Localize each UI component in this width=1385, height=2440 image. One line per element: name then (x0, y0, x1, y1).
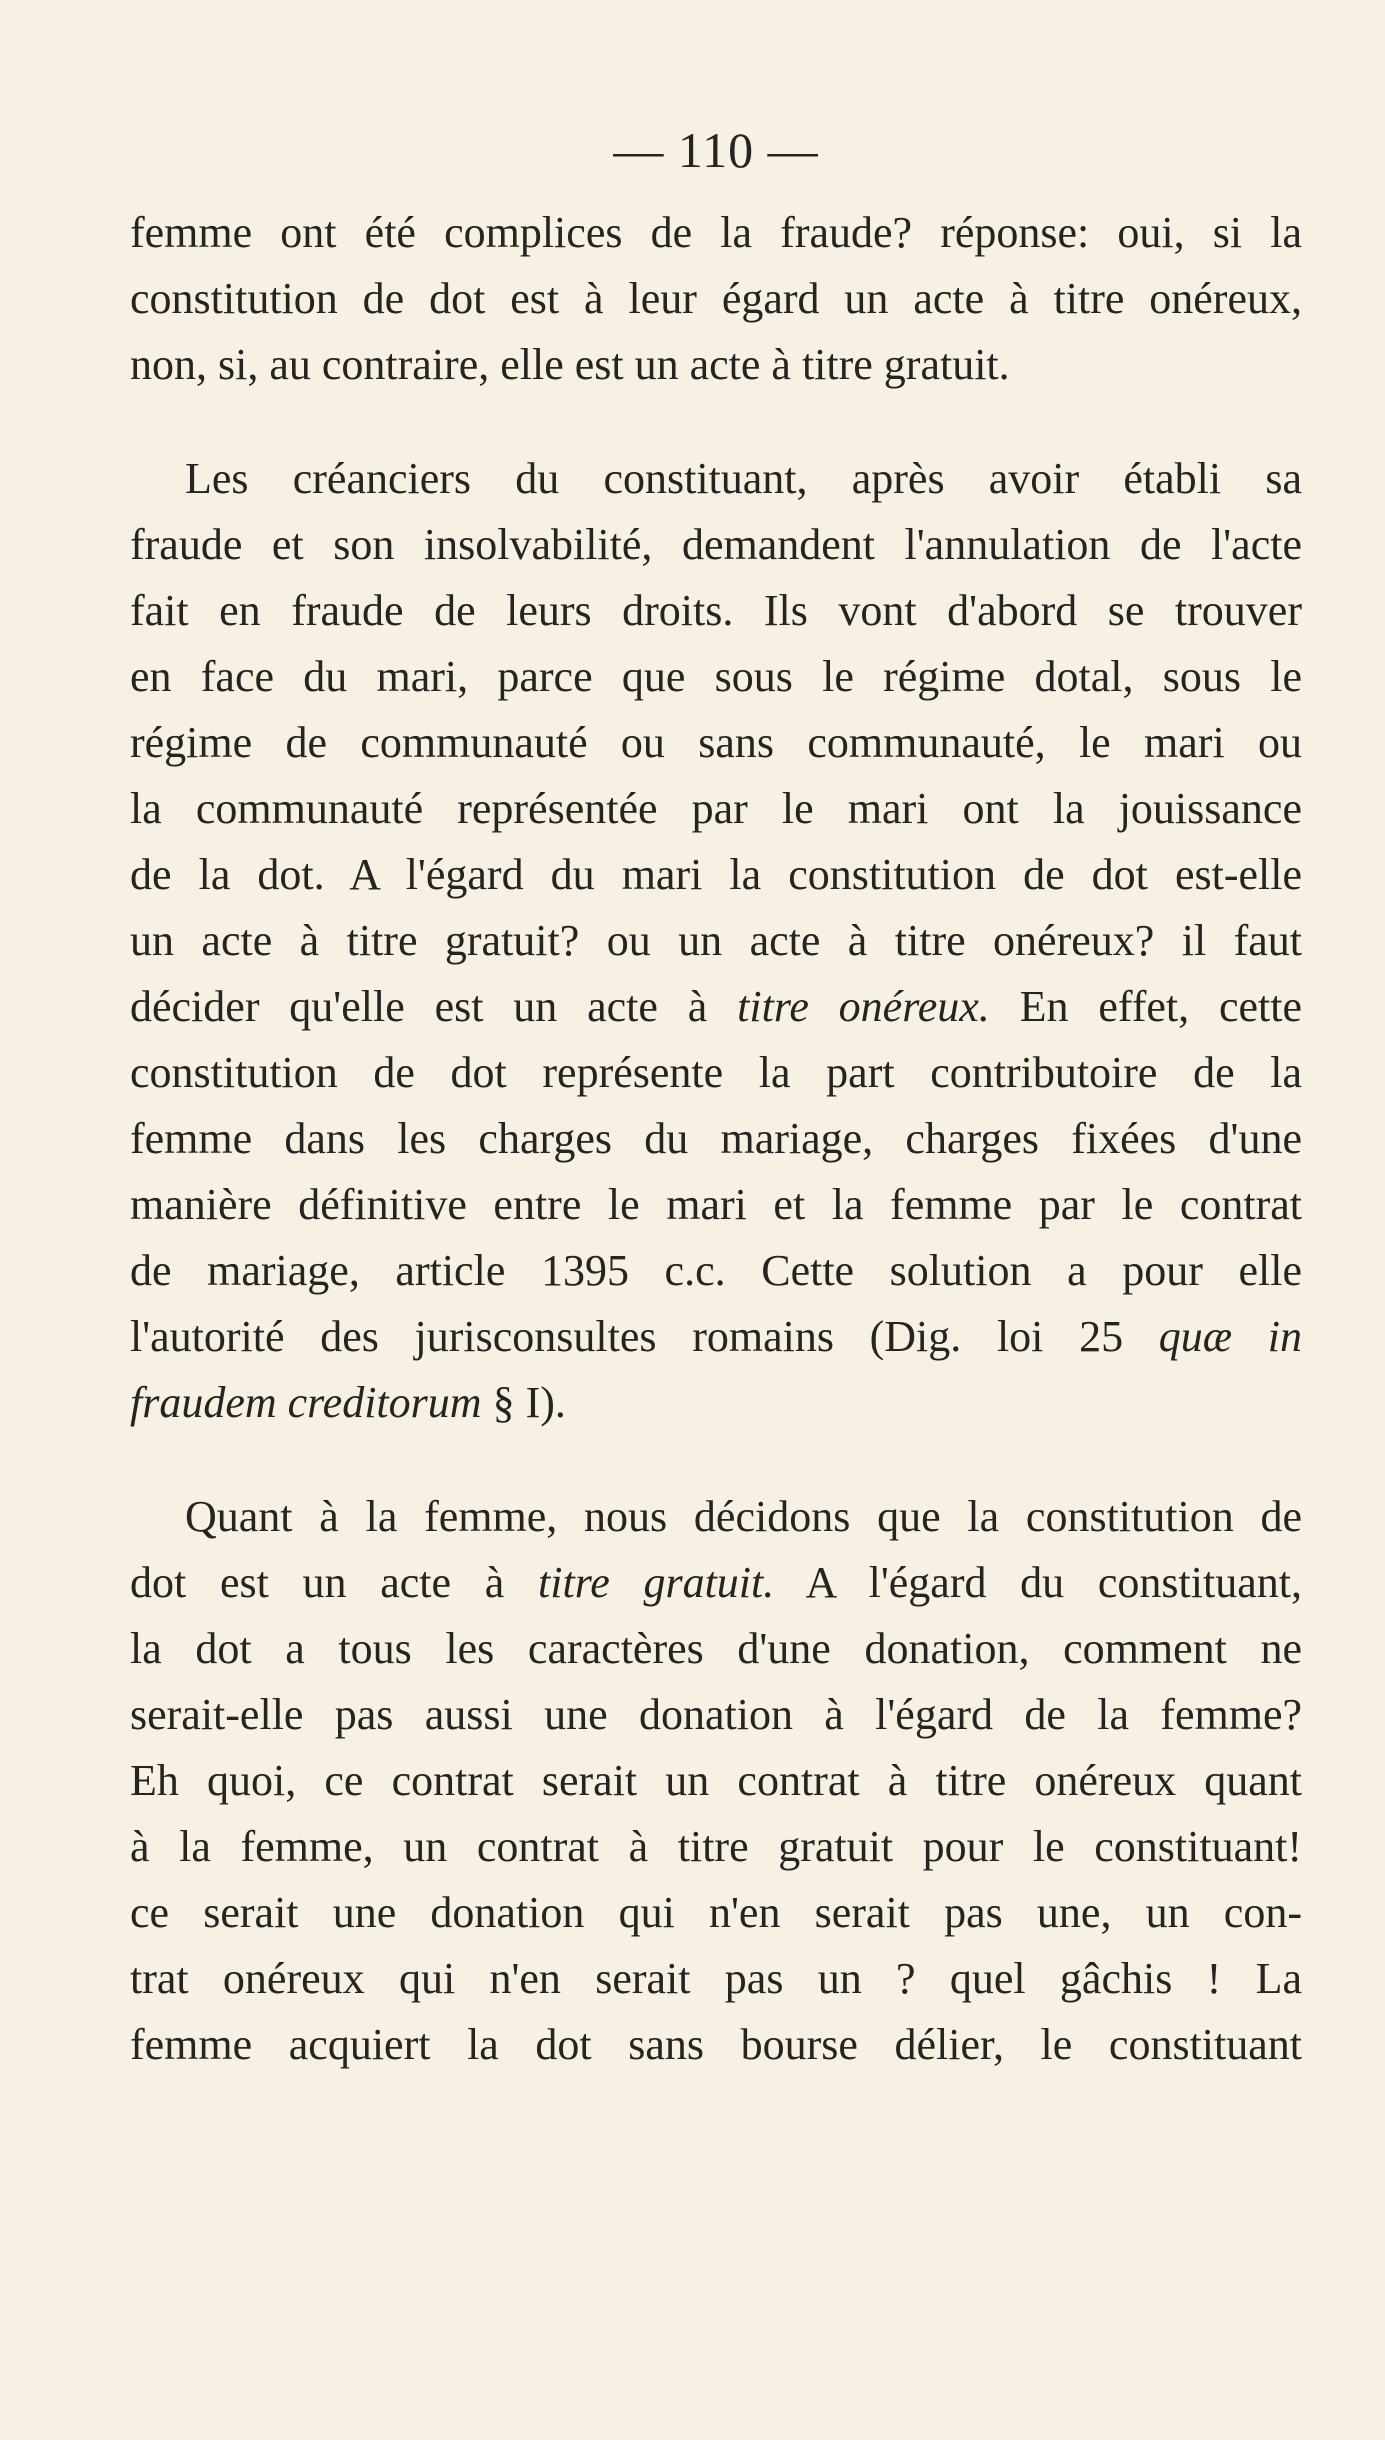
text-line (130, 1370, 1302, 1436)
page-number: — 110 — (613, 122, 819, 178)
document-page (130, 120, 1302, 2078)
text-line (130, 974, 1302, 1040)
text-line: manière définitive entre le mari et la femme par le contrat (130, 1180, 1302, 1229)
italic-text: titre gratuit. (538, 1558, 775, 1607)
text-line: Eh quoi, ce contrat serait un contrat à titre onéreux quant (130, 1756, 1302, 1805)
text-line: régime de communauté ou sans communauté, le mari ou (130, 718, 1302, 767)
text-line: à la femme, un contrat à titre gratuit pour le constituant! (130, 1822, 1302, 1871)
text-line: femme ont été complices de la fraude? réponse: oui, si la (130, 208, 1302, 257)
text-segment: décider qu'elle est un acte à (130, 982, 738, 1031)
text-segment: A l'égard du constituant, (774, 1558, 1302, 1607)
text-segment: En effet, cette (989, 982, 1302, 1031)
text-line: Les créanciers du constituant, après avoir établi sa (185, 454, 1302, 503)
text-line: serait-elle pas aussi une donation à l'égard de la femme? (130, 1690, 1302, 1739)
text-line: de mariage, article 1395 c.c. Cette solution a pour elle (130, 1246, 1302, 1295)
text-line: non, si, au contraire, elle est un acte à titre gratuit. (130, 340, 1010, 389)
text-line (130, 1304, 1302, 1370)
italic-text: fraudem creditorum (130, 1378, 482, 1427)
text-line: trat onéreux qui n'en serait pas un ? quel gâchis ! La (130, 1954, 1302, 2003)
text-line: fraude et son insolvabilité, demandent l'annulation de l'acte (130, 520, 1302, 569)
text-line: constitution de dot est à leur égard un acte à titre onéreux, (130, 274, 1302, 323)
italic-text: titre onéreux. (737, 982, 990, 1031)
paragraph-3 (130, 1484, 1302, 2078)
paragraph-2 (130, 446, 1302, 1436)
text-segment: § I). (481, 1378, 566, 1427)
text-segment: l'autorité des jurisconsultes romains (Dig. loi 25 (130, 1312, 1159, 1361)
text-line: la dot a tous les caractères d'une donation, comment ne (130, 1624, 1302, 1673)
italic-text: quæ in (1158, 1312, 1302, 1361)
text-line: Quant à la femme, nous décidons que la constitution de (185, 1492, 1302, 1541)
text-line: ce serait une donation qui n'en serait pas une, un con- (130, 1888, 1302, 1937)
text-line: un acte à titre gratuit? ou un acte à titre onéreux? il faut (130, 916, 1302, 965)
text-line: de la dot. A l'égard du mari la constitution de dot est-elle (130, 850, 1302, 899)
text-line: femme acquiert la dot sans bourse délier, le constituant (130, 2020, 1302, 2069)
text-segment: dot est un acte à (130, 1558, 539, 1607)
text-line: la communauté représentée par le mari ont la jouissance (130, 784, 1302, 833)
text-line: femme dans les charges du mariage, charges fixées d'une (130, 1114, 1302, 1163)
text-line: en face du mari, parce que sous le régime dotal, sous le (130, 652, 1302, 701)
text-line: constitution de dot représente la part contributoire de la (130, 1048, 1302, 1097)
paragraph-1 (130, 200, 1302, 398)
text-line: fait en fraude de leurs droits. Ils vont d'abord se trouver (130, 586, 1302, 635)
text-line (130, 1550, 1302, 1616)
